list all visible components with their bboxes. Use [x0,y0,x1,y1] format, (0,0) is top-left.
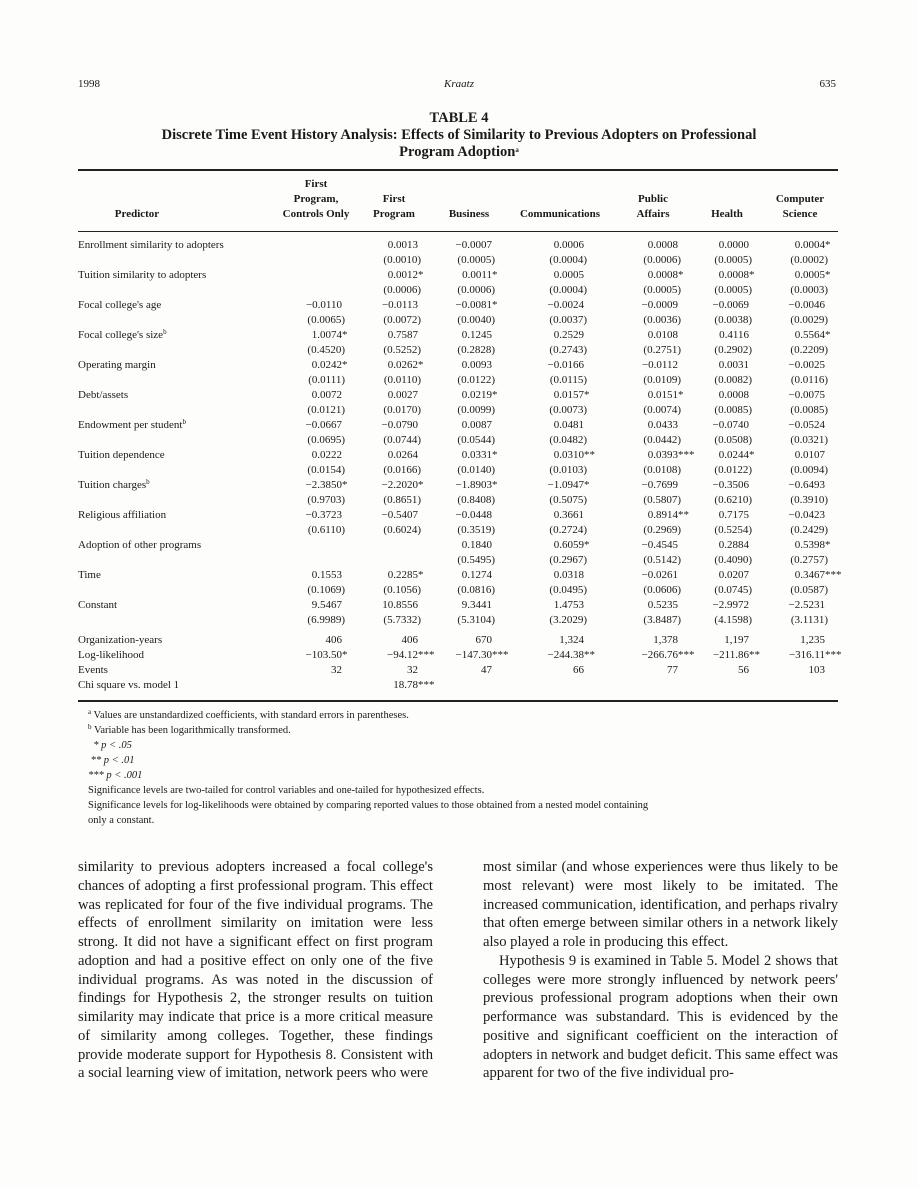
predictor-label [78,268,206,283]
header-rule [78,231,838,232]
coefficient: 0.2884 [718,539,749,551]
coefficient: −0.5407 [381,509,418,521]
standard-error: (0.0495) [549,584,587,596]
coefficient: 56 [738,664,749,676]
coefficient: 10.8556 [382,599,418,611]
coefficient: 66 [573,664,584,676]
predictor-name: Tuition charges [78,479,147,491]
column-header: Health [711,208,743,220]
coefficient: 0.0222 [311,449,342,461]
coefficient: −266.76*** [641,649,695,661]
standard-error: (0.0010) [383,254,421,266]
coefficient: −211.86** [712,649,760,661]
predictor-name: Endowment per student [78,419,183,431]
note-mark: a [88,708,92,716]
column-header: Computer [775,193,825,205]
coefficient: 0.1245 [461,329,492,341]
standard-error: (0.0744) [383,434,421,446]
standard-error: (0.8651) [383,494,421,506]
coefficient: 1.0074* [311,329,348,341]
coefficient: 0.0264 [387,449,418,461]
predictor-label [78,448,165,463]
note-text: Values are unstandardized coefficients, with standard errors in parentheses. [93,710,409,721]
standard-error: (0.0004) [549,254,587,266]
standard-error: (0.3910) [790,494,828,506]
coefficient: 0.0072 [311,389,342,401]
note-text: *** p < .001 [88,770,143,781]
coefficient: 103 [808,664,825,676]
coefficient: 0.0031 [718,359,749,371]
coefficient: −2.9972 [712,599,749,611]
standard-error: (0.1056) [383,584,421,596]
coefficient: −0.0024 [547,299,584,311]
predictor-name: Tuition similarity to adopters [78,269,207,281]
note-mark: b [146,478,150,486]
coefficient: 0.1274 [461,569,492,581]
standard-error: (0.0094) [790,464,828,476]
standard-error: (0.6110) [307,524,345,536]
coefficient: 32 [407,664,418,676]
coefficient: 0.0108 [647,329,678,341]
standard-error: (0.0099) [457,404,495,416]
standard-error: (0.6024) [383,524,421,536]
coefficient: 0.0157* [553,389,590,401]
column-header: Predictor [114,208,160,220]
standard-error: (0.0038) [714,314,752,326]
coefficient: −94.12*** [387,649,435,661]
coefficient: −1.0947* [547,479,590,491]
coefficient: 0.0004* [794,239,831,251]
standard-error: (0.5252) [383,344,421,356]
coefficient: −0.3506 [712,479,749,491]
standard-error: (0.0745) [714,584,752,596]
standard-error: (0.2429) [790,524,828,536]
predictor-label [78,538,201,553]
coefficient: 670 [475,634,492,646]
caption-note-mark: a [515,146,519,154]
coefficient: −0.0448 [455,509,492,521]
table-bottom-rule [78,700,838,702]
column-header: Science [782,208,818,220]
coefficient: −0.0069 [712,299,749,311]
standard-error: (0.5142) [643,554,681,566]
standard-error: (0.0109) [643,374,681,386]
standard-error: (0.0005) [714,254,752,266]
body-left-column [78,858,433,1083]
table-note [88,783,840,798]
coefficient: 0.0008 [718,389,749,401]
standard-error: (0.2751) [643,344,681,356]
predictor-label [78,598,117,613]
column-header: Affairs [636,208,670,220]
standard-error: (0.0816) [457,584,495,596]
table-caption-line2 [60,144,858,161]
coefficient: −0.0524 [788,419,825,431]
standard-error: (0.0606) [643,584,681,596]
coefficient: −0.6493 [788,479,825,491]
table-note [88,753,840,768]
coefficient: 0.4116 [719,329,749,341]
standard-error: (0.2757) [790,554,828,566]
table-notes [88,708,840,828]
standard-error: (0.0074) [643,404,681,416]
coefficient: −0.0046 [788,299,825,311]
standard-error: (0.0110) [383,374,421,386]
column-header: Controls Only [282,208,350,220]
predictor-name: Enrollment similarity to adopters [78,239,224,251]
coefficient: 0.0331* [461,449,498,461]
standard-error: (0.8408) [457,494,495,506]
standard-error: (0.2902) [714,344,752,356]
coefficient: −0.4545 [641,539,678,551]
coefficient: 0.0008* [647,269,684,281]
column-header: Business [448,208,490,220]
coefficient: 0.3467*** [794,569,842,581]
coefficient: 0.6059* [553,539,590,551]
column-header: First [304,178,328,190]
column-header: Communications [519,208,601,220]
predictor-label [78,238,224,253]
standard-error: (0.0544) [457,434,495,446]
table-note [88,798,840,813]
coefficient: 0.0151* [647,389,684,401]
coefficient: 0.0433 [647,419,678,431]
standard-error: (0.0103) [549,464,587,476]
predictor-name: Adoption of other programs [78,539,202,551]
coefficient: 0.5398* [794,539,831,551]
column-header: First [382,193,406,205]
standard-error: (0.2209) [790,344,828,356]
standard-error: (0.0006) [643,254,681,266]
coefficient: 9.5467 [311,599,342,611]
predictor-name: Tuition dependence [78,449,165,461]
coefficient: 18.78*** [393,679,435,691]
predictor-name: Time [78,569,101,581]
standard-error: (4.1598) [714,614,752,626]
coefficient: 406 [401,634,418,646]
standard-error: (0.2967) [549,554,587,566]
coefficient: 406 [325,634,342,646]
standard-error: (0.0002) [790,254,828,266]
note-mark: b [163,328,167,336]
standard-error: (5.3104) [457,614,495,626]
coefficient: 0.0006 [553,239,584,251]
coefficient: 0.0481 [553,419,584,431]
coefficient: −0.0110 [305,299,342,311]
table-note [88,708,840,723]
predictor-name: Focal college's size [78,329,164,341]
standard-error: (0.0154) [307,464,345,476]
coefficient: −0.0790 [381,419,418,431]
standard-error: (0.2969) [643,524,681,536]
note-text: only a constant. [88,815,155,826]
column-header: Public [638,193,668,205]
coefficient: 0.2285* [387,569,424,581]
standard-error: (0.0321) [790,434,828,446]
standard-error: (0.1069) [307,584,345,596]
standard-error: (0.0085) [790,404,828,416]
coefficient: −244.38** [547,649,595,661]
statistic-label: Chi square vs. model 1 [78,679,180,691]
predictor-name: Focal college's age [78,299,162,311]
standard-error: (0.2828) [457,344,495,356]
standard-error: (0.6210) [714,494,752,506]
standard-error: (0.0040) [457,314,495,326]
standard-error: (0.0085) [714,404,752,416]
coefficient: −0.0113 [381,299,418,311]
body-right-column [483,858,838,1083]
coefficient: 0.7175 [718,509,749,521]
table-caption-line1: Discrete Time Event History Analysis: Effects of Similarity to Previous Adopters on Professional [161,127,757,143]
standard-error: (0.0005) [643,284,681,296]
standard-error: (0.0122) [714,464,752,476]
standard-error: (0.4090) [714,554,752,566]
note-text: Variable has been logarithmically transformed. [93,725,291,736]
body-paragraph: Hypothesis 9 is examined in Table 5. Model 2 shows that colleges were more strongly influenced by network peers' previous professional program adoptions when their own performance was substandard. This is evidenced by the positive and significant coefficient on the interaction of adopters in network and budget deficit. This same effect was apparent for two of the five individual pro- [483,952,838,1082]
statistic-label: Events [78,664,108,676]
page-number: 635 [819,78,836,90]
coefficient: −316.11*** [788,649,842,661]
coefficient: −0.0025 [788,359,825,371]
coefficient: 0.0107 [794,449,825,461]
coefficient: 77 [667,664,678,676]
standard-error: (0.0029) [790,314,828,326]
predictor-label [78,388,128,403]
coefficient: 0.7587 [387,329,418,341]
coefficient: −0.0667 [305,419,342,431]
column-header: Program [373,208,415,220]
standard-error: (0.0115) [549,374,587,386]
standard-error: (0.0170) [383,404,421,416]
coefficient: 0.8914** [647,509,689,521]
standard-error: (0.4520) [307,344,345,356]
coefficient: 1.4753 [553,599,584,611]
standard-error: (0.2743) [549,344,587,356]
statistic-label: Organization-years [78,634,163,646]
predictor-name: Debt/assets [78,389,129,401]
standard-error: (0.0508) [714,434,752,446]
coefficient: 1,197 [724,634,749,646]
running-head-author: Kraatz [444,78,474,90]
coefficient: −0.7699 [641,479,678,491]
predictor-name: Constant [78,599,118,611]
coefficient: 32 [331,664,342,676]
standard-error: (0.0140) [457,464,495,476]
coefficient: 0.0012* [387,269,424,281]
coefficient: −2.2020* [381,479,424,491]
coefficient: 0.3661 [553,509,584,521]
coefficient: −0.0009 [641,299,678,311]
coefficient: 0.0008* [718,269,755,281]
note-text: * p < .05 [88,740,132,751]
caption-text: Program Adoption [399,144,516,160]
table-note [88,723,840,738]
coefficient: 0.0093 [461,359,492,371]
predictor-label [78,328,167,343]
note-text: Significance levels for log-likelihoods were obtained by comparing reported values to those obtained from a nested model containing [88,800,649,811]
predictor-label [78,298,161,313]
coefficient: 0.0005* [794,269,831,281]
coefficient: −0.0007 [455,239,492,251]
standard-error: (0.9703) [307,494,345,506]
standard-error: (0.0166) [383,464,421,476]
standard-error: (0.0442) [643,434,681,446]
note-text: ** p < .01 [88,755,135,766]
running-head-year: 1998 [78,78,100,90]
coefficient: 0.0000 [718,239,749,251]
table-note [88,738,840,753]
coefficient: −0.0261 [641,569,678,581]
note-mark: b [88,723,92,731]
statistic-label: Log-likelihood [78,649,144,661]
standard-error: (0.0121) [307,404,345,416]
coefficient: 0.5564* [794,329,831,341]
coefficient: 0.0087 [461,419,492,431]
standard-error: (6.9989) [307,614,345,626]
coefficient: −2.5231 [788,599,825,611]
coefficient: 0.0207 [718,569,749,581]
coefficient: 0.0310** [553,449,595,461]
standard-error: (0.0072) [383,314,421,326]
standard-error: (0.0108) [643,464,681,476]
coefficient: −0.0423 [788,509,825,521]
standard-error: (0.0006) [383,284,421,296]
table-note [88,813,840,828]
standard-error: (3.1131) [790,614,828,626]
standard-error: (0.5495) [457,554,495,566]
standard-error: (3.2029) [549,614,587,626]
table-label: TABLE 4 [429,110,489,126]
predictor-name: Operating margin [78,359,156,371]
standard-error: (0.0005) [714,284,752,296]
body-paragraph: most similar (and whose experiences were thus likely to be most relevant) were most likely to be imitated. The increased communication, identification, and perhaps rivalry that often emerge between similar others in a network likely also played a role in producing this effect. [483,859,838,950]
standard-error: (0.0006) [457,284,495,296]
coefficient: −0.0075 [788,389,825,401]
standard-error: (0.0005) [457,254,495,266]
standard-error: (0.5254) [714,524,752,536]
standard-error: (0.3519) [457,524,495,536]
coefficient: 0.0318 [553,569,584,581]
predictor-label [78,568,101,583]
standard-error: (0.5075) [549,494,587,506]
table-note [88,768,840,783]
coefficient: −0.0081* [455,299,498,311]
standard-error: (0.0073) [549,404,587,416]
coefficient: 0.0008 [647,239,678,251]
coefficient: 0.0262* [387,359,424,371]
standard-error: (3.8487) [643,614,681,626]
standard-error: (0.0111) [308,374,345,386]
coefficient: 0.5235 [647,599,678,611]
coefficient: 1,378 [653,634,678,646]
standard-error: (0.0036) [643,314,681,326]
table-top-rule [78,169,838,171]
coefficient: 9.3441 [461,599,492,611]
coefficient: −0.0166 [547,359,584,371]
coefficient: 0.0013 [387,239,418,251]
coefficient: 0.0242* [311,359,348,371]
coefficient: −1.8903* [455,479,498,491]
coefficient: 0.0244* [718,449,755,461]
coefficient: −0.3723 [305,509,342,521]
table-title [60,110,858,161]
standard-error: (5.7332) [383,614,421,626]
note-mark: b [182,418,186,426]
coefficient: −147.30*** [455,649,509,661]
coefficient: −0.0740 [712,419,749,431]
standard-error: (0.0003) [790,284,828,296]
coefficient: 0.0011* [462,269,498,281]
standard-error: (0.0587) [790,584,828,596]
predictor-name: Religious affiliation [78,509,167,521]
coefficient: 0.0219* [461,389,498,401]
standard-error: (0.0037) [549,314,587,326]
coefficient: 47 [481,664,492,676]
coefficient: −103.50* [305,649,348,661]
coefficient: 0.0005 [553,269,584,281]
coefficient: 0.1840 [461,539,492,551]
coefficient: 0.0027 [387,389,418,401]
standard-error: (0.0065) [307,314,345,326]
standard-error: (0.0482) [549,434,587,446]
predictor-label [78,418,186,433]
standard-error: (0.0116) [790,374,828,386]
coefficient: 1,324 [559,634,584,646]
body-paragraph: similarity to previous adopters increased a focal college's chances of adopting a first professional program. This effect was replicated for four of the five individual programs. The effects of enrollment similarity on imitation were less strong. It did not have a significant effect on first program adoption and had a positive effect on only one of the five individual programs. As was noted in the discussion of findings for Hypothesis 2, the stronger results on tuition similarity may indicate that price is a more critical measure of similarity among colleges. Together, these findings provide moderate support for Hypothesis 8. Consistent with a social learning view of imitation, network peers who were [78,859,433,1082]
note-text: Significance levels are two-tailed for control variables and one-tailed for hypothesized effects. [88,785,485,796]
standard-error: (0.2724) [549,524,587,536]
column-header: Program, [293,193,339,205]
predictor-label [78,478,150,493]
coefficient: 1,235 [800,634,825,646]
coefficient: −0.0112 [641,359,678,371]
predictor-label [78,508,166,523]
predictor-label [78,358,156,373]
standard-error: (0.5807) [643,494,681,506]
standard-error: (0.0004) [549,284,587,296]
standard-error: (0.0695) [307,434,345,446]
coefficient: −2.3850* [305,479,348,491]
coefficient: 0.1553 [311,569,342,581]
standard-error: (0.0082) [714,374,752,386]
standard-error: (0.0122) [457,374,495,386]
coefficient: 0.2529 [553,329,584,341]
coefficient: 0.0393*** [647,449,695,461]
